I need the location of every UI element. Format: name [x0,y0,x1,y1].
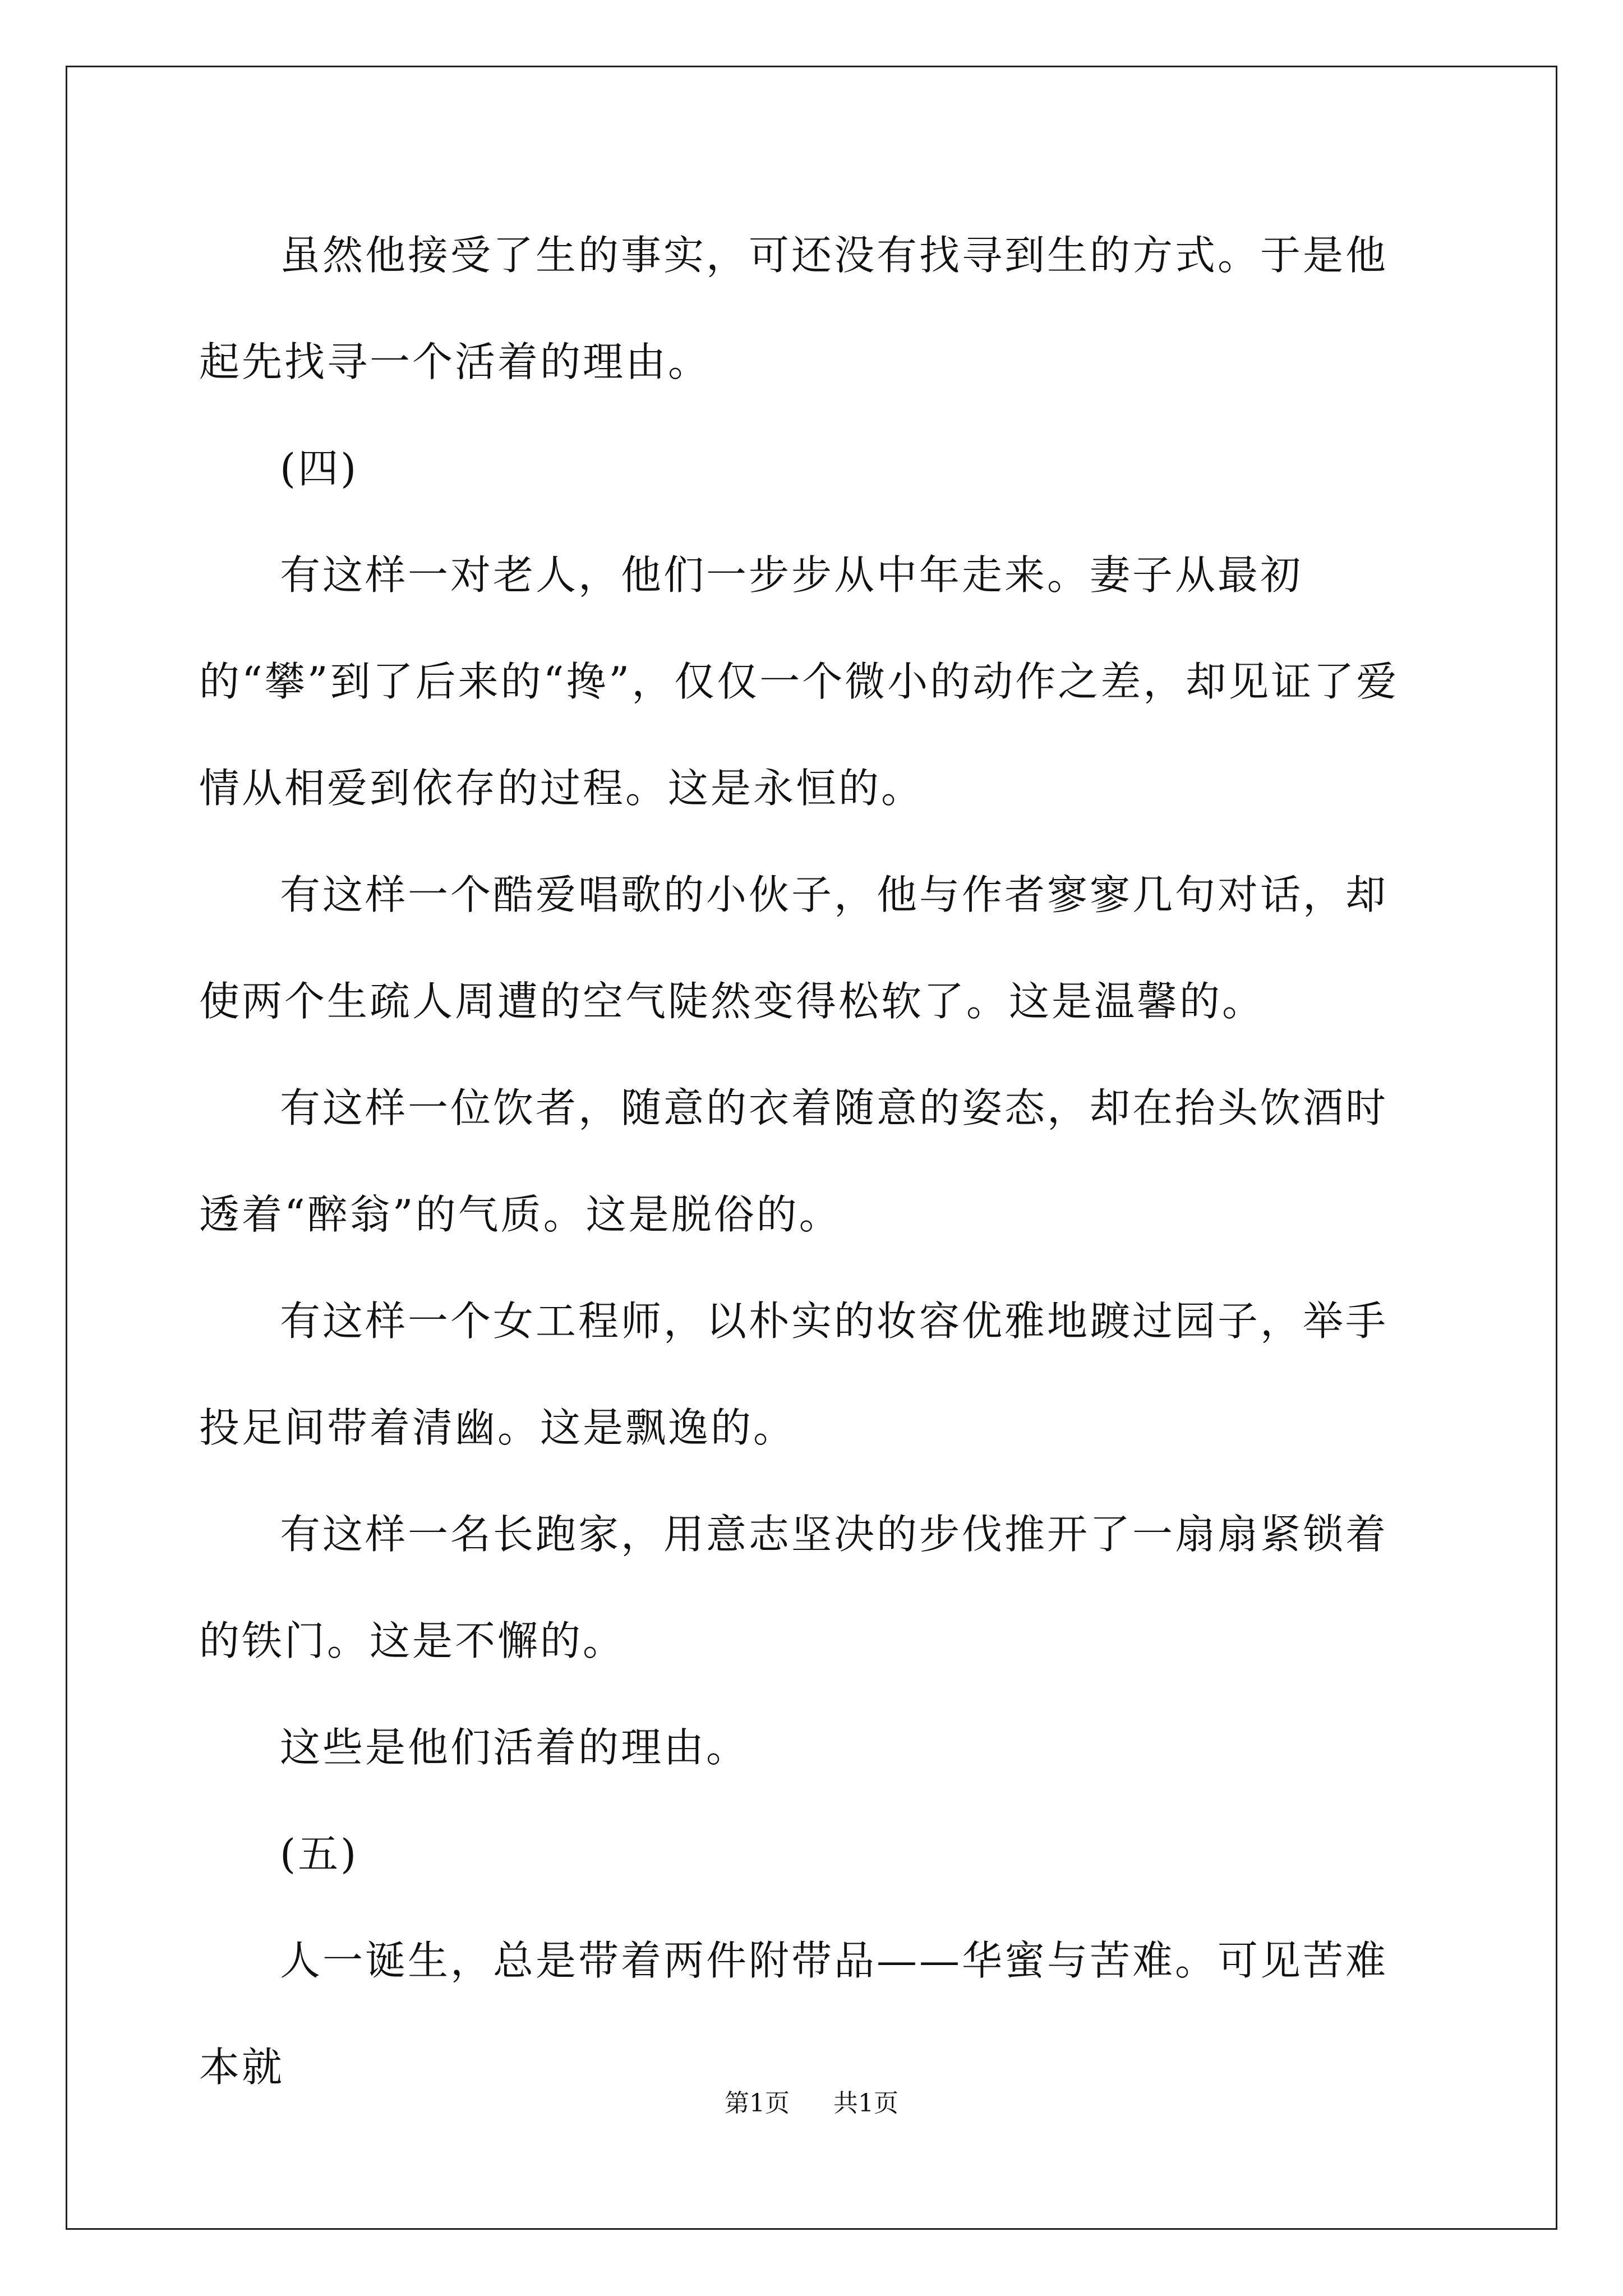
section-heading-4: (四) [280,445,359,492]
paragraph-2: 有这样一对老人，他们一步步从中年走来。妻子从最初的“攀”到了后来的“搀”，仅仅一个微小的动作之差，却见证了爱情从相爱到依存的过程。这是永恒的。 [199,551,1399,812]
page-number-current: 第1页 [725,2089,790,2118]
paragraph-3: 有这样一个酷爱唱歌的小伙子，他与作者寥寥几句对话，却使两个生疏人周遭的空气陡然变得松软了。这是温馨的。 [199,871,1389,1025]
document-body [199,202,1427,2120]
paragraph-6: 有这样一名长跑家，用意志坚决的步伐推开了一扇扇紧锁着的铁门。这是不懈的。 [199,1511,1389,1664]
paragraph-7: 这些是他们活着的理由。 [280,1724,749,1771]
paragraph-4: 有这样一位饮者，随意的衣着随意的姿态，却在抬头饮酒时透着“醉翁”的气质。这是脱俗的。 [199,1084,1389,1238]
section-heading-5: (五) [280,1830,359,1878]
paragraph-1: 虽然他接受了生的事实，可还没有找寻到生的方式。于是他起先找寻一个活着的理由。 [199,232,1389,385]
page-number-total: 共1页 [833,2089,898,2118]
paragraph-8: 人一诞生，总是带着两件附带品——华蜜与苦难。可见苦难本就 [199,1937,1389,2091]
paragraph-5: 有这样一个女工程师，以朴实的妆容优雅地踱过园子，举手投足间带着清幽。这是飘逸的。 [199,1297,1389,1451]
page-footer [0,2087,1623,2120]
